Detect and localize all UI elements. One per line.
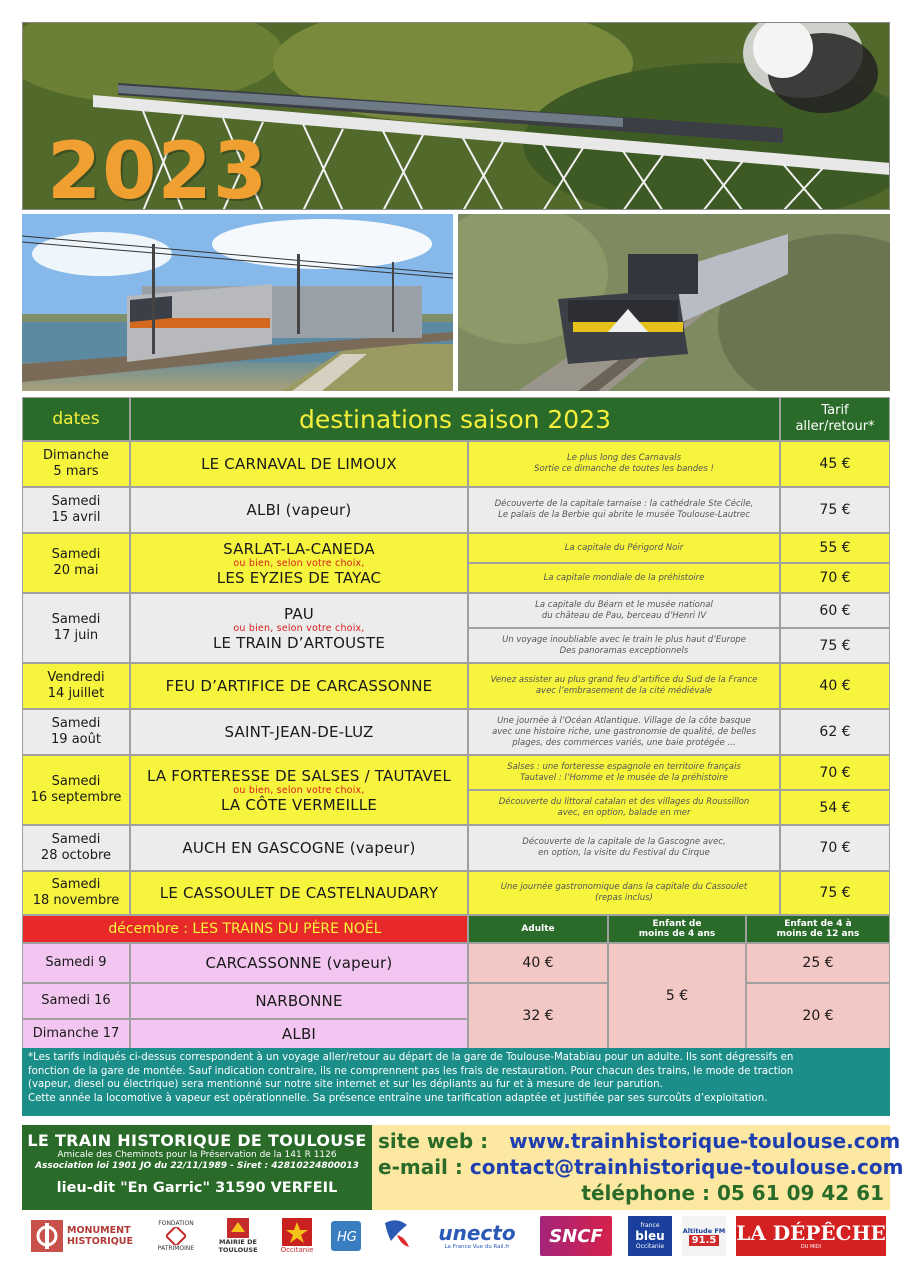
table-row xyxy=(22,825,890,871)
partner-logos xyxy=(22,1216,890,1260)
row-destination: FEU D’ARTIFICE DE CARCASSONNE xyxy=(130,663,468,709)
desc-line: (repas inclus) xyxy=(595,893,653,903)
desc-line: Un voyage inoubliable avec le train le plus haut d’Europe xyxy=(502,634,746,645)
row-date xyxy=(22,593,130,663)
desc-line: Salses : une forteresse espagnole en territoire français xyxy=(507,761,741,772)
desc-line: Découverte du littoral catalan et des villages du Roussillon xyxy=(498,796,750,807)
row-price-a: 70 € xyxy=(780,755,890,790)
xmas-price-child-4-12-1: 25 € xyxy=(746,943,890,983)
unecto-logo xyxy=(426,1216,528,1256)
date-month: 17 juin xyxy=(53,628,99,643)
row-date xyxy=(22,709,130,755)
desc-line: en option, la visite du Festival du Cirque xyxy=(538,848,710,858)
desc-line: Venez assister au plus grand feu d’artifice du Sud de la France xyxy=(490,675,758,685)
logo-text: PATRIMOINE xyxy=(157,1245,195,1252)
logo-text: 91.5 xyxy=(689,1235,720,1246)
logo-text: Occitanie xyxy=(635,1242,665,1250)
xmas-date: Samedi 9 xyxy=(22,943,130,983)
note-line: (vapeur, diesel ou électrique) sera mentionné sur notre site internet et sur les dépliants au fur et à mesure de leur parution. xyxy=(28,1079,663,1090)
desc-line: Découverte de la capitale de la Gascogne avec, xyxy=(522,837,726,847)
desc-line: plages, des commerces variés, une baie protégée ... xyxy=(512,737,736,748)
web-label: site web : xyxy=(378,1129,489,1153)
phone-number[interactable]: 05 61 09 42 61 xyxy=(716,1181,884,1205)
xmas-price-child-4-12-2: 20 € xyxy=(746,983,890,1049)
hero-photo-viaduct xyxy=(22,22,890,210)
row-description-a xyxy=(468,755,780,790)
desc-line: avec, en option, balade en mer xyxy=(557,807,691,818)
choice-note: ou bien, selon votre choix, xyxy=(233,557,365,569)
date-day: Vendredi xyxy=(47,670,105,685)
desc-line: Sortie ce dimanche de toutes les bandes ! xyxy=(534,464,714,474)
header-tarif-line1: Tarif xyxy=(821,403,849,418)
destination-option-b: LA CÔTE VERMEILLE xyxy=(220,795,377,814)
date-day: Samedi xyxy=(51,612,101,627)
xmas-date: Samedi 16 xyxy=(22,983,130,1019)
note-line: Cette année la locomotive à vapeur est opérationnelle. Sa présence entraîne une tarification adaptée et justifiée par ses surcoûts d’exploitation. xyxy=(28,1092,768,1104)
logo-text: FONDATION xyxy=(158,1220,194,1227)
date-month: 20 mai xyxy=(53,563,99,578)
date-month: 16 septembre xyxy=(30,790,122,805)
date-month: 14 juillet xyxy=(47,686,105,701)
sncf-logo: SNCF xyxy=(540,1216,612,1256)
choice-note: ou bien, selon votre choix, xyxy=(233,784,365,796)
diesel-train-illustration xyxy=(458,214,890,391)
logo-text: MAIRIE DE xyxy=(219,1238,257,1246)
desc-line: Tautavel : l’Homme et le musée de la préhistoire xyxy=(520,772,728,783)
table-row xyxy=(22,871,890,915)
desc-line: avec une histoire riche, une gastronomie de qualité, de belles xyxy=(492,726,756,737)
svg-text:HG: HG xyxy=(337,1230,357,1245)
row-price: 70 € xyxy=(780,825,890,871)
electric-train-illustration xyxy=(22,214,453,391)
row-price: 40 € xyxy=(780,663,890,709)
destination-option-a: PAU xyxy=(284,604,314,623)
row-price: 75 € xyxy=(780,871,890,915)
logo-text: bleu xyxy=(635,1228,665,1243)
france-bleu-logo xyxy=(628,1216,672,1256)
xmas-price-adult-1: 40 € xyxy=(468,943,608,983)
row-destination: ALBI (vapeur) xyxy=(130,487,468,533)
row-price-b: 54 € xyxy=(780,790,890,825)
table-row xyxy=(22,709,890,755)
row-destination-choice xyxy=(130,755,468,825)
logo-text: france xyxy=(640,1221,660,1229)
xmas-title: décembre : LES TRAINS DU PÈRE NOËL xyxy=(22,915,468,943)
monument-historique-logo xyxy=(22,1216,142,1256)
row-description xyxy=(468,487,780,533)
desc-line: Une journée gastronomique dans la capitale du Cassoulet xyxy=(500,882,748,892)
haute-garonne-logo xyxy=(328,1216,364,1256)
header-line: moins de 12 ans xyxy=(776,929,860,939)
row-date xyxy=(22,871,130,915)
row-description-b: La capitale mondiale de la préhistoire xyxy=(468,563,780,593)
occitanie-logo xyxy=(274,1216,320,1256)
row-date xyxy=(22,533,130,593)
table-row xyxy=(22,663,890,709)
logo-text: TOULOUSE xyxy=(218,1246,258,1254)
row-price-a: 60 € xyxy=(780,593,890,628)
haute-garonne-icon xyxy=(331,1221,361,1251)
table-row xyxy=(22,533,890,593)
date-day: Samedi xyxy=(51,832,101,847)
occitanie-icon xyxy=(282,1218,312,1246)
header-dates: dates xyxy=(22,397,130,441)
offices-tourisme-icon xyxy=(377,1217,417,1255)
row-date xyxy=(22,487,130,533)
date-month: 28 octobre xyxy=(40,848,112,863)
date-day: Samedi xyxy=(51,547,101,562)
contact-web-line xyxy=(378,1129,901,1153)
row-description-b xyxy=(468,790,780,825)
association-name: LE TRAIN HISTORIQUE DE TOULOUSE xyxy=(27,1131,367,1150)
row-description-a: La capitale du Périgord Noir xyxy=(468,533,780,563)
date-month: 18 novembre xyxy=(32,893,120,908)
desc-line: du château de Pau, berceau d’Henri IV xyxy=(541,610,707,621)
note-line: fonction de la gare de montée. Sauf indication contraire, ils ne comprennent pas les frais de restauration. Pour chacun des trains, le mode de traction xyxy=(28,1065,794,1077)
header-line: Enfant de xyxy=(652,919,702,929)
destination-option-b: LE TRAIN D’ARTOUSTE xyxy=(212,633,386,652)
xmas-rows xyxy=(22,943,890,1049)
table-row xyxy=(22,755,890,825)
row-description xyxy=(468,663,780,709)
row-destination: AUCH EN GASCOGNE (vapeur) xyxy=(130,825,468,871)
logo-text: Occitanie xyxy=(280,1246,314,1254)
contact-block xyxy=(372,1125,904,1210)
row-date xyxy=(22,441,130,487)
header-line: moins de 4 ans xyxy=(638,929,716,939)
association-legal: Association loi 1901 JO du 22/11/1989 - Siret : 42810224800013 xyxy=(35,1161,359,1171)
logo-text: LA DÉPÊCHE xyxy=(736,1221,886,1245)
tariff-note xyxy=(22,1048,890,1116)
date-month: 15 avril xyxy=(51,510,101,525)
association-subtitle: Amicale des Cheminots pour la Préservation de la 141 R 1126 xyxy=(57,1150,337,1160)
date-month: 5 mars xyxy=(53,464,99,479)
offices-tourisme-logo xyxy=(372,1216,422,1256)
xmas-date: Dimanche 17 xyxy=(22,1019,130,1049)
header-tarif-line2: aller/retour* xyxy=(795,419,875,434)
fondation-patrimoine-logo xyxy=(150,1216,202,1256)
row-description xyxy=(468,709,780,755)
row-destination: LE CARNAVAL DE LIMOUX xyxy=(130,441,468,487)
desc-line: Le plus long des Carnavals xyxy=(566,453,681,463)
altitude-fm-logo xyxy=(682,1216,726,1256)
association-address: lieu-dit "En Garric" 31590 VERFEIL xyxy=(56,1180,338,1196)
row-price: 75 € xyxy=(780,487,890,533)
row-description-b xyxy=(468,628,780,663)
mail-link[interactable]: contact@trainhistorique-toulouse.com xyxy=(469,1155,904,1179)
table-header xyxy=(22,397,890,441)
note-line: *Les tarifs indiqués ci-dessus correspondent à un voyage aller/retour au départ de la gare de Toulouse-Matabiau pour un adulte. Ils sont dégressifs en xyxy=(28,1052,794,1063)
web-link[interactable]: www.trainhistorique-toulouse.com xyxy=(509,1129,901,1153)
phone-label: téléphone : xyxy=(581,1181,711,1205)
xmas-header xyxy=(22,915,890,943)
row-date xyxy=(22,755,130,825)
la-depeche-logo xyxy=(736,1216,886,1256)
xmas-destination: NARBONNE xyxy=(130,983,468,1019)
row-price-a: 55 € xyxy=(780,533,890,563)
fondation-icon xyxy=(166,1227,186,1245)
row-destination: SAINT-JEAN-DE-LUZ xyxy=(130,709,468,755)
contact-mail-line xyxy=(378,1155,904,1179)
logo-text: Altitude FM xyxy=(682,1226,726,1235)
desc-line: Le palais de la Berbie qui abrite le musée Toulouse-Lautrec xyxy=(498,510,750,520)
row-price: 45 € xyxy=(780,441,890,487)
xmas-header-child-under4 xyxy=(608,915,746,943)
header-title: destinations saison 2023 xyxy=(130,397,780,441)
destination-option-a: SARLAT-LA-CANEDA xyxy=(223,539,375,558)
row-description xyxy=(468,441,780,487)
photo-electric-train xyxy=(22,214,453,391)
table-row xyxy=(22,441,890,487)
xmas-header-child-4-12 xyxy=(746,915,890,943)
header-line: Enfant de 4 à xyxy=(784,919,852,929)
date-month: 19 août xyxy=(51,732,101,747)
mail-label: e-mail : xyxy=(378,1155,463,1179)
desc-line: avec l’embrasement de la cité médiévale xyxy=(535,686,713,696)
destination-option-b: LES EYZIES DE TAYAC xyxy=(216,568,382,587)
contact-phone-line xyxy=(378,1181,884,1205)
row-date xyxy=(22,825,130,871)
table-row xyxy=(22,487,890,533)
desc-line: La capitale du Béarn et le musée national xyxy=(535,599,713,610)
desc-line: Découverte de la capitale tarnaise : la cathédrale Ste Cécile, xyxy=(494,499,754,509)
row-destination: LE CASSOULET DE CASTELNAUDARY xyxy=(130,871,468,915)
date-day: Dimanche xyxy=(43,448,109,463)
association-block xyxy=(22,1125,372,1210)
monument-icon xyxy=(31,1220,63,1252)
mairie-toulouse-logo xyxy=(210,1216,266,1256)
row-price: 62 € xyxy=(780,709,890,755)
destination-option-a: LA FORTERESSE DE SALSES / TAUTAVEL xyxy=(146,766,452,785)
logo-text: DU MIDI xyxy=(800,1244,822,1250)
desc-line: Une journée à l’Océan Atlantique. Village de la côte basque xyxy=(497,715,751,726)
row-description xyxy=(468,871,780,915)
date-day: Samedi xyxy=(51,877,101,892)
xmas-price-child-under4: 5 € xyxy=(608,943,746,1049)
xmas-header-adult: Adulte xyxy=(468,915,608,943)
date-day: Samedi xyxy=(51,494,101,509)
row-description xyxy=(468,825,780,871)
xmas-destination: CARCASSONNE (vapeur) xyxy=(130,943,468,983)
row-price-b: 70 € xyxy=(780,563,890,593)
logo-text: unecto xyxy=(438,1221,516,1245)
date-day: Samedi xyxy=(51,716,101,731)
date-day: Samedi xyxy=(51,774,101,789)
xmas-price-adult-2: 32 € xyxy=(468,983,608,1049)
year-title: 2023 xyxy=(47,127,269,210)
row-price-b: 75 € xyxy=(780,628,890,663)
row-description-a xyxy=(468,593,780,628)
choice-note: ou bien, selon votre choix, xyxy=(233,622,365,634)
header-tarif xyxy=(780,397,890,441)
logo-text: HISTORIQUE xyxy=(66,1236,133,1247)
table-row xyxy=(22,593,890,663)
photo-diesel-train xyxy=(458,214,890,391)
row-destination-choice xyxy=(130,593,468,663)
logo-text: La France Vue du Rail.fr xyxy=(444,1244,510,1250)
xmas-destination: ALBI xyxy=(130,1019,468,1049)
row-destination-choice xyxy=(130,533,468,593)
mairie-icon xyxy=(227,1218,249,1238)
logo-text: MONUMENT xyxy=(66,1225,131,1236)
row-date xyxy=(22,663,130,709)
desc-line: Des panoramas exceptionnels xyxy=(559,645,689,656)
